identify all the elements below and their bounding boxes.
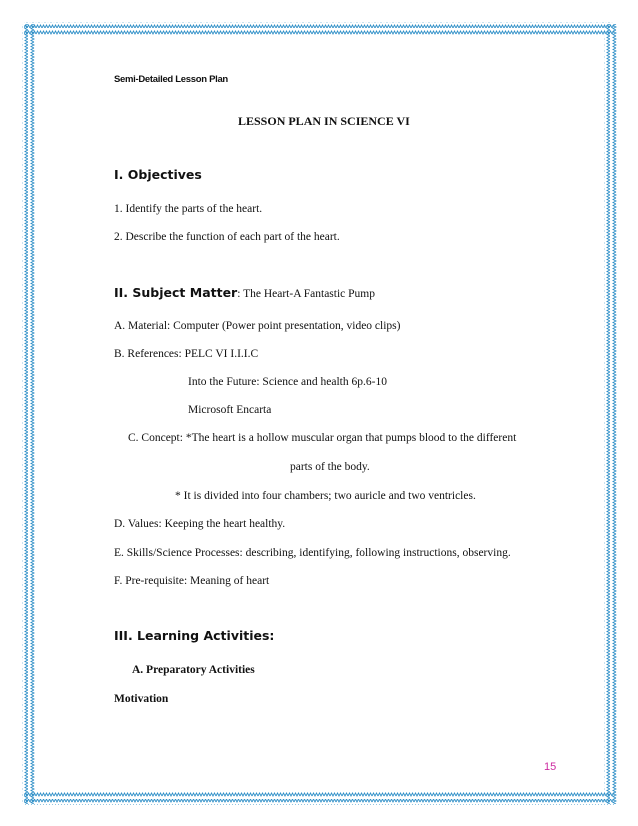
values-line: D. Values: Keeping the heart healthy.: [114, 518, 286, 530]
prerequisite-line: F. Pre-requisite: Meaning of heart: [114, 575, 270, 587]
objectives-heading: I. Objectives: [114, 167, 202, 182]
objective-item-1: 1. Identify the parts of the heart.: [114, 203, 263, 215]
subject-matter-heading: II. Subject Matter: [114, 285, 238, 300]
motivation-label: Motivation: [114, 693, 169, 705]
concept-line-3: * It is divided into four chambers; two auricle and two ventricles.: [175, 490, 476, 502]
subject-matter-line: [114, 285, 375, 300]
concept-line-2: parts of the body.: [290, 461, 370, 473]
document-header: Semi-Detailed Lesson Plan: [114, 74, 228, 85]
material-line: A. Material: Computer (Power point presentation, video clips): [114, 320, 401, 332]
page-number: 15: [544, 761, 557, 773]
objective-item-2: 2. Describe the function of each part of the heart.: [114, 231, 340, 243]
subject-matter-topic: : The Heart-A Fantastic Pump: [237, 288, 375, 300]
reference-item-1: Into the Future: Science and health 6p.6-10: [188, 376, 387, 388]
lesson-title: LESSON PLAN IN SCIENCE VI: [238, 114, 410, 128]
concept-line-1: C. Concept: *The heart is a hollow muscular organ that pumps blood to the different: [128, 432, 517, 444]
references-line: B. References: PELC VI I.I.I.C: [114, 348, 259, 360]
preparatory-activities: A. Preparatory Activities: [132, 664, 255, 676]
learning-activities-heading: III. Learning Activities:: [114, 628, 275, 643]
skills-line: E. Skills/Science Processes: describing, identifying, following instructions, observing.: [114, 547, 511, 559]
reference-item-2: Microsoft Encarta: [188, 404, 272, 416]
